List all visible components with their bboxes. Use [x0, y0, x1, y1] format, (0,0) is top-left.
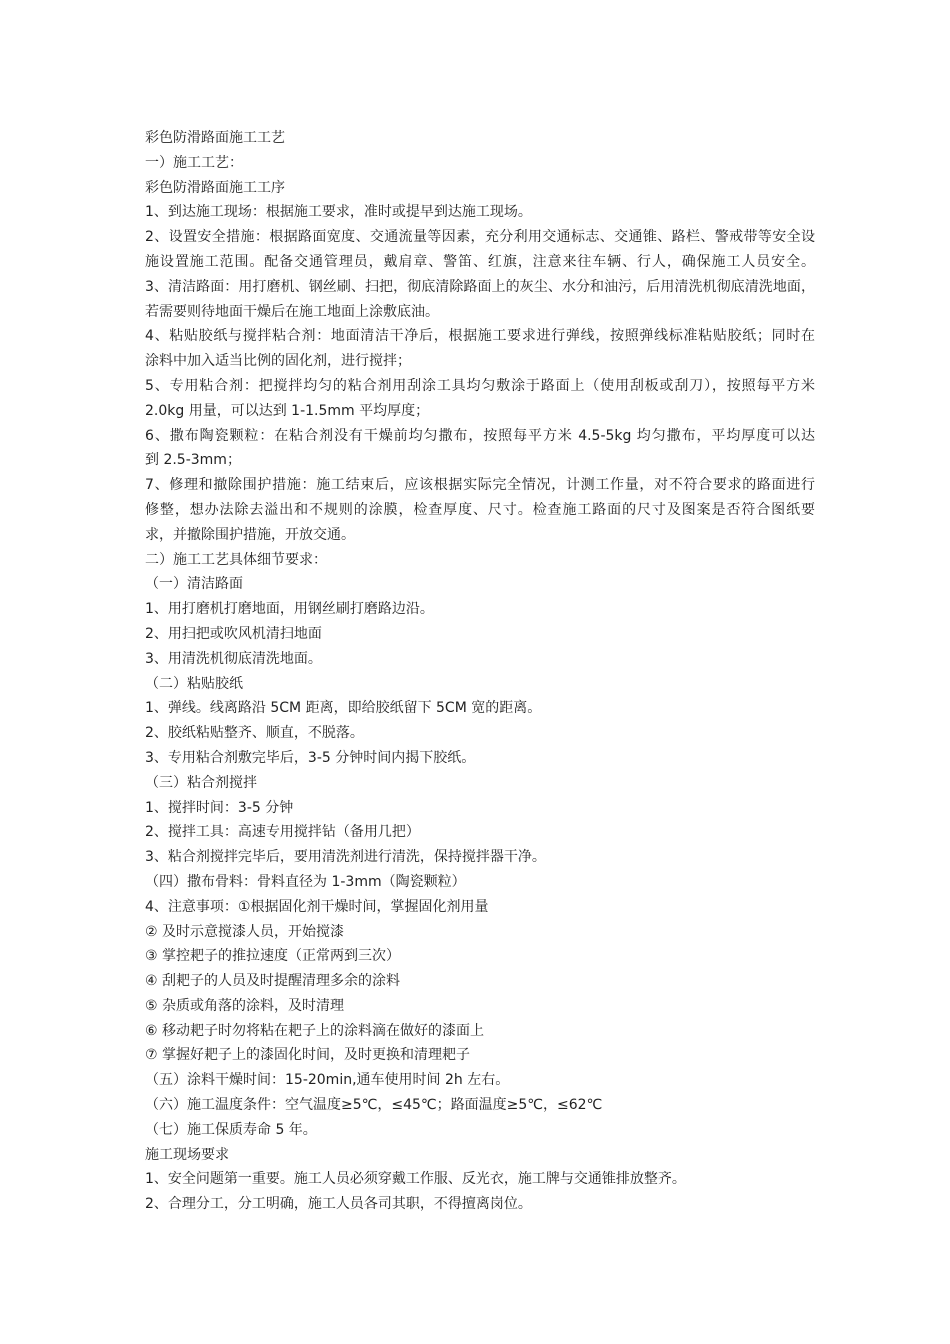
list-item: ⑥ 移动耙子时勿将粘在耙子上的涂料滴在做好的漆面上	[145, 1022, 484, 1039]
section-heading: 一）施工工艺：	[145, 154, 243, 171]
list-item: 4、注意事项：①根据固化剂干燥时间，掌握固化剂用量	[145, 898, 489, 915]
subsection-heading: （七）施工保质寿命 5 年。	[145, 1121, 317, 1138]
paragraph-line: 若需要则待地面干燥后在施工地面上涂敷底油。	[145, 303, 439, 320]
paragraph-line: 1、到达施工现场：根据施工要求，准时或提早到达施工现场。	[145, 204, 532, 221]
paragraph-line: 4、粘贴胶纸与搅拌粘合剂：地面清洁干净后，根据施工要求进行弹线，按照弹线标准粘贴胶纸；同时在	[145, 328, 815, 345]
list-item: ⑦ 掌握好耙子上的漆固化时间，及时更换和清理耙子	[145, 1047, 470, 1064]
paragraph-line: 求，并撤除围护措施，开放交通。	[145, 526, 355, 543]
list-item: ③ 掌控耙子的推拉速度（正常两到三次）	[145, 948, 400, 965]
subsection-heading: 彩色防滑路面施工工序	[145, 179, 285, 196]
subsection-heading: （五）涂料干燥时间：15-20min,通车使用时间 2h 左右。	[145, 1072, 510, 1089]
paragraph-line: 7、修理和撤除围护措施：施工结束后，应该根据实际完全情况，计测工作量，对不符合要求的路面进行	[145, 477, 815, 494]
list-item: ⑤ 杂质或角落的涂料，及时清理	[145, 997, 345, 1014]
paragraph-line: 到 2.5-3mm；	[145, 452, 241, 469]
subsection-heading: （三）粘合剂搅拌	[145, 774, 257, 791]
list-item: 3、专用粘合剂敷完毕后，3-5 分钟时间内揭下胶纸。	[145, 749, 476, 766]
section-heading: 二）施工工艺具体细节要求：	[145, 551, 327, 568]
paragraph-line: 涂料中加入适当比例的固化剂，进行搅拌；	[145, 353, 411, 370]
section-heading: 施工现场要求	[145, 1146, 229, 1163]
list-item: 1、用打磨机打磨地面，用钢丝刷打磨路边沿。	[145, 601, 434, 618]
document-title: 彩色防滑路面施工工艺	[145, 130, 285, 146]
list-item: 1、安全问题第一重要。施工人员必须穿戴工作服、反光衣，施工牌与交通锥排放整齐。	[145, 1171, 686, 1188]
list-item: 2、搅拌工具：高速专用搅拌钻（备用几把）	[145, 824, 420, 841]
subsection-heading: （二）粘贴胶纸	[145, 675, 243, 692]
paragraph-line: 6、撒布陶瓷颗粒：在粘合剂没有干燥前均匀撒布，按照每平方米 4.5-5kg 均匀撒布，平均厚度可以达	[145, 427, 815, 444]
list-item: 2、用扫把或吹风机清扫地面	[145, 625, 322, 642]
document-body	[145, 126, 815, 1217]
subsection-heading: （四）撒布骨料：骨料直径为 1-3mm（陶瓷颗粒）	[145, 873, 466, 890]
subsection-heading: （六）施工温度条件：空气温度≥5℃，≤45℃；路面温度≥5℃，≤62℃	[145, 1097, 603, 1114]
paragraph-line: 修整，想办法除去溢出和不规则的涂膜，检查厚度、尺寸。检查施工路面的尺寸及图案是否符合图纸要	[145, 501, 815, 518]
list-item: ② 及时示意搅漆人员，开始搅漆	[145, 923, 345, 940]
subsection-heading: （一）清洁路面	[145, 576, 243, 593]
paragraph-line: 2.0kg 用量，可以达到 1-1.5mm 平均厚度；	[145, 402, 430, 419]
paragraph-line: 3、清洁路面：用打磨机、钢丝刷、扫把，彻底清除路面上的灰尘、水分和油污，后用清洗机彻底清洗地面，	[145, 278, 815, 295]
paragraph-line: 5、专用粘合剂：把搅拌均匀的粘合剂用刮涂工具均匀敷涂于路面上（使用刮板或刮刀），按照每平方米	[145, 377, 815, 394]
list-item: 2、胶纸粘贴整齐、顺直，不脱落。	[145, 725, 364, 742]
list-item: 1、弹线。线离路沿 5CM 距离，即给胶纸留下 5CM 宽的距离。	[145, 700, 542, 717]
paragraph-line: 2、设置安全措施：根据路面宽度、交通流量等因素，充分利用交通标志、交通锥、路栏、警戒带等安全设	[145, 229, 815, 246]
list-item: 3、用清洗机彻底清洗地面。	[145, 650, 322, 667]
list-item: 3、粘合剂搅拌完毕后，要用清洗剂进行清洗，保持搅拌器干净。	[145, 849, 546, 866]
list-item: 2、合理分工，分工明确，施工人员各司其职，不得擅离岗位。	[145, 1196, 532, 1213]
paragraph-line: 施设置施工范围。配备交通管理员，戴肩章、警笛、红旗，注意来往车辆、行人，确保施工人员安全。	[145, 253, 815, 270]
list-item: ④ 刮耙子的人员及时提醒清理多余的涂料	[145, 973, 400, 990]
list-item: 1、搅拌时间：3-5 分钟	[145, 799, 294, 816]
